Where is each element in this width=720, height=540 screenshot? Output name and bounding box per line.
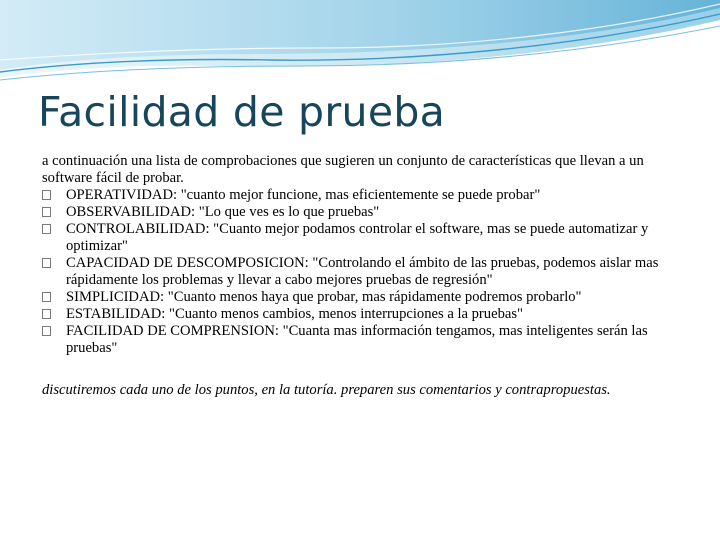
- checkbox-bullet-icon: [42, 207, 51, 217]
- checkbox-bullet-icon: [42, 258, 51, 268]
- list-item: [42, 187, 692, 204]
- checkbox-bullet-icon: [42, 190, 51, 200]
- list-item-text: ESTABILIDAD: "Cuanto menos cambios, menos interrupciones a la pruebas": [66, 306, 523, 322]
- list-item-text: CAPACIDAD DE DESCOMPOSICION: "Controlando el ámbito de las pruebas, podemos aislar mas rápidamente los problemas y llevar a cabo mejores pruebas de regresión": [66, 255, 659, 288]
- slide-body: [42, 153, 692, 399]
- list-item: [42, 289, 692, 306]
- checklist: [42, 187, 692, 357]
- header-wave-decoration: [0, 0, 720, 90]
- intro-text: a continuación una lista de comprobaciones que sugieren un conjunto de características que llevan a un software fácil de probar.: [42, 153, 644, 186]
- list-item-text: FACILIDAD DE COMPRENSION: "Cuanta mas información tengamos, mas inteligentes serán las pruebas": [66, 323, 648, 356]
- list-item-text: CONTROLABILIDAD: "Cuanto mejor podamos controlar el software, mas se puede automatizar y optimizar": [66, 221, 649, 254]
- list-item-text: SIMPLICIDAD: "Cuanto menos haya que probar, mas rápidamente podremos probarlo": [66, 289, 582, 305]
- closing-note: discutiremos cada uno de los puntos, en la tutoría. preparen sus comentarios y contrapropuestas.: [42, 382, 611, 398]
- page-title: Facilidad de prueba: [38, 88, 446, 136]
- checkbox-bullet-icon: [42, 292, 51, 302]
- checkbox-bullet-icon: [42, 309, 51, 319]
- checkbox-bullet-icon: [42, 224, 51, 234]
- list-item: [42, 306, 692, 323]
- list-item: [42, 221, 692, 255]
- list-item: [42, 323, 692, 357]
- list-item-text: OBSERVABILIDAD: "Lo que ves es lo que pruebas": [66, 204, 380, 220]
- list-item: [42, 255, 692, 289]
- list-item-text: OPERATIVIDAD: "cuanto mejor funcione, mas eficientemente se puede probar": [66, 187, 541, 203]
- list-item: [42, 204, 692, 221]
- checkbox-bullet-icon: [42, 326, 51, 336]
